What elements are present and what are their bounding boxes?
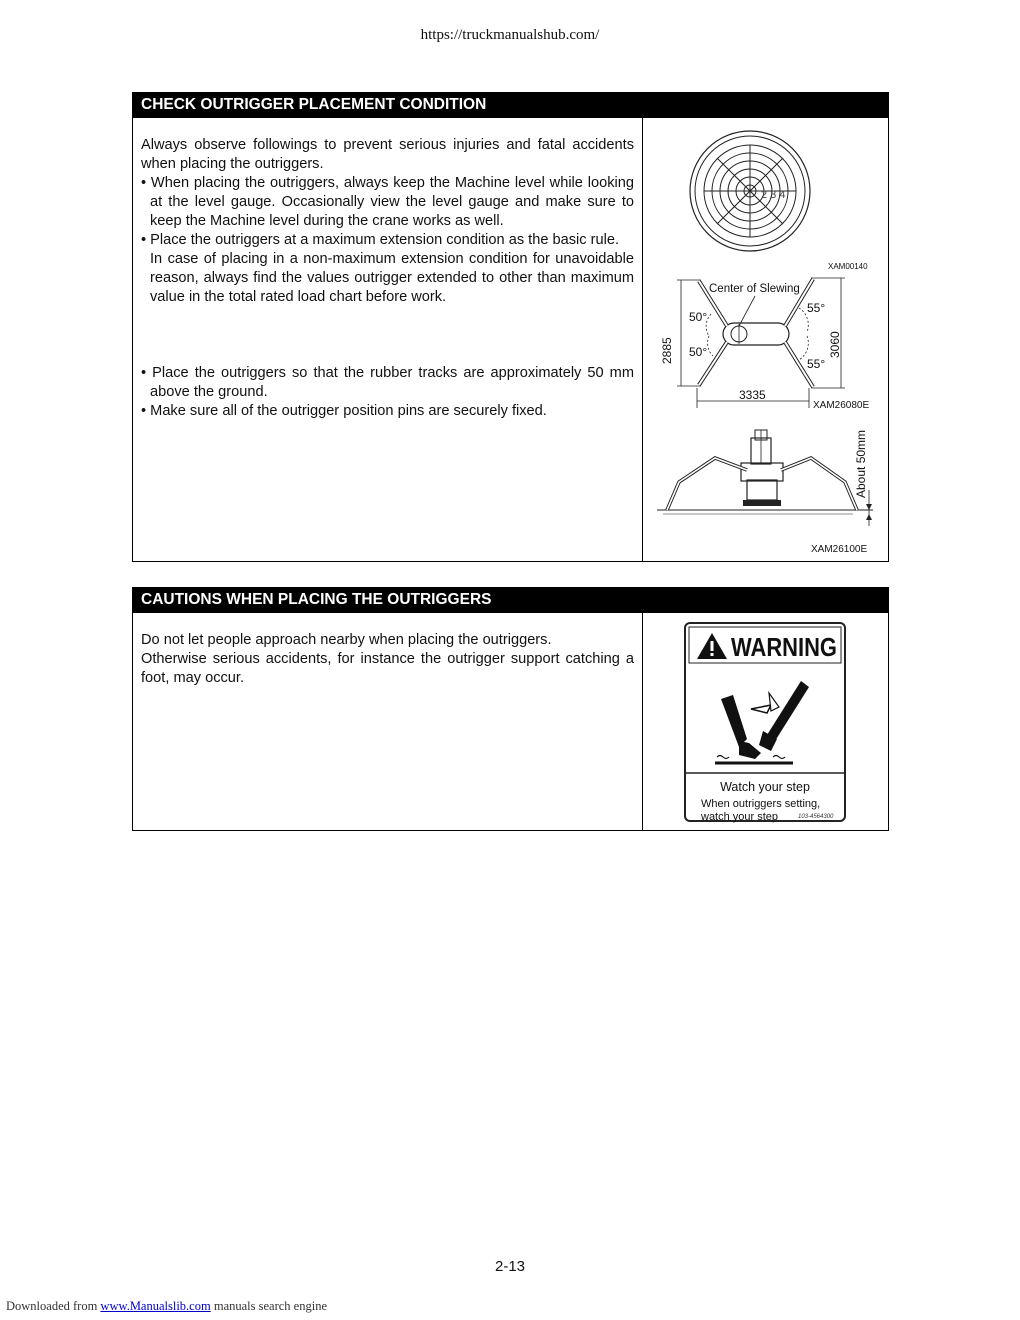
about-50mm-label: About 50mm xyxy=(854,429,868,498)
header-url: https://truckmanualshub.com/ xyxy=(420,27,600,43)
outrigger-figures xyxy=(643,118,888,562)
warning-label xyxy=(643,613,888,831)
bullet-track-height: • Place the outriggers so that the rubber tracks are approximately 50 mm above the ground. xyxy=(141,365,634,400)
warning-detail-1: When outriggers setting, xyxy=(701,798,821,810)
footer-suffix: manuals search engine xyxy=(213,1299,327,1313)
gauge-numbers: 2 3 4 xyxy=(761,189,786,201)
angle-lower-left: 50° xyxy=(689,345,708,359)
angle-upper-left: 50° xyxy=(689,310,708,324)
warning-caption: Watch your step xyxy=(720,780,810,794)
outrigger-placement-section xyxy=(132,92,889,562)
warning-detail-2: watch your step xyxy=(701,811,779,823)
outrigger-side-view-figure xyxy=(657,430,873,555)
section-text xyxy=(133,613,643,831)
warning-part-number: 103-4564300 xyxy=(798,814,834,820)
section-title: CHECK OUTRIGGER PLACEMENT CONDITION xyxy=(133,93,888,117)
fig1-code: XAM00140 xyxy=(828,262,868,271)
section-text xyxy=(133,118,643,562)
page-number: 2-13 xyxy=(494,1258,526,1275)
angle-lower-right: 55° xyxy=(807,357,826,371)
level-gauge-figure xyxy=(690,131,868,271)
fig3-code: XAM26100E xyxy=(811,544,868,555)
footer xyxy=(6,1299,327,1314)
intro-paragraph: Always observe followings to prevent serious injuries and fatal accidents when placing the outriggers. xyxy=(141,137,634,172)
manualslib-link[interactable]: www.Manualslib.com xyxy=(100,1299,211,1313)
dim-right: 3060 xyxy=(828,331,842,358)
bullet-max-extension: • Place the outriggers at a maximum extension condition as the basic rule. xyxy=(141,232,620,248)
dim-bottom: 3335 xyxy=(739,388,766,402)
warning-label-column xyxy=(643,613,888,831)
bullet-position-pins: • Make sure all of the outrigger position pins are securely fixed. xyxy=(141,403,547,419)
bullet-max-extension-cont: In case of placing in a non-maximum extension condition for unavoidable reason, always find the values outrigger extended to other than maximum value in the total rated load chart before work. xyxy=(150,251,634,305)
bullet-level-gauge: • When placing the outriggers, always keep the Machine level while looking at the level gauge. Occasionally view the level gauge and make sure to keep the Machine level during the crane works as well. xyxy=(141,175,634,229)
figure-column xyxy=(643,118,888,562)
footer-prefix: Downloaded from xyxy=(6,1299,98,1313)
outrigger-top-view-figure xyxy=(660,278,869,411)
dim-left: 2885 xyxy=(660,337,674,364)
section-title: CAUTIONS WHEN PLACING THE OUTRIGGERS xyxy=(133,588,888,612)
caution-line-2: Otherwise serious accidents, for instance the outrigger support catching a foot, may occur. xyxy=(141,651,634,686)
warning-title: WARNING xyxy=(731,632,837,662)
caution-line-1: Do not let people approach nearby when placing the outriggers. xyxy=(141,632,552,648)
cautions-section xyxy=(132,587,889,831)
angle-upper-right: 55° xyxy=(807,301,826,315)
center-of-slewing-label: Center of Slewing xyxy=(709,283,800,295)
fig2-code: XAM26080E xyxy=(813,400,870,411)
